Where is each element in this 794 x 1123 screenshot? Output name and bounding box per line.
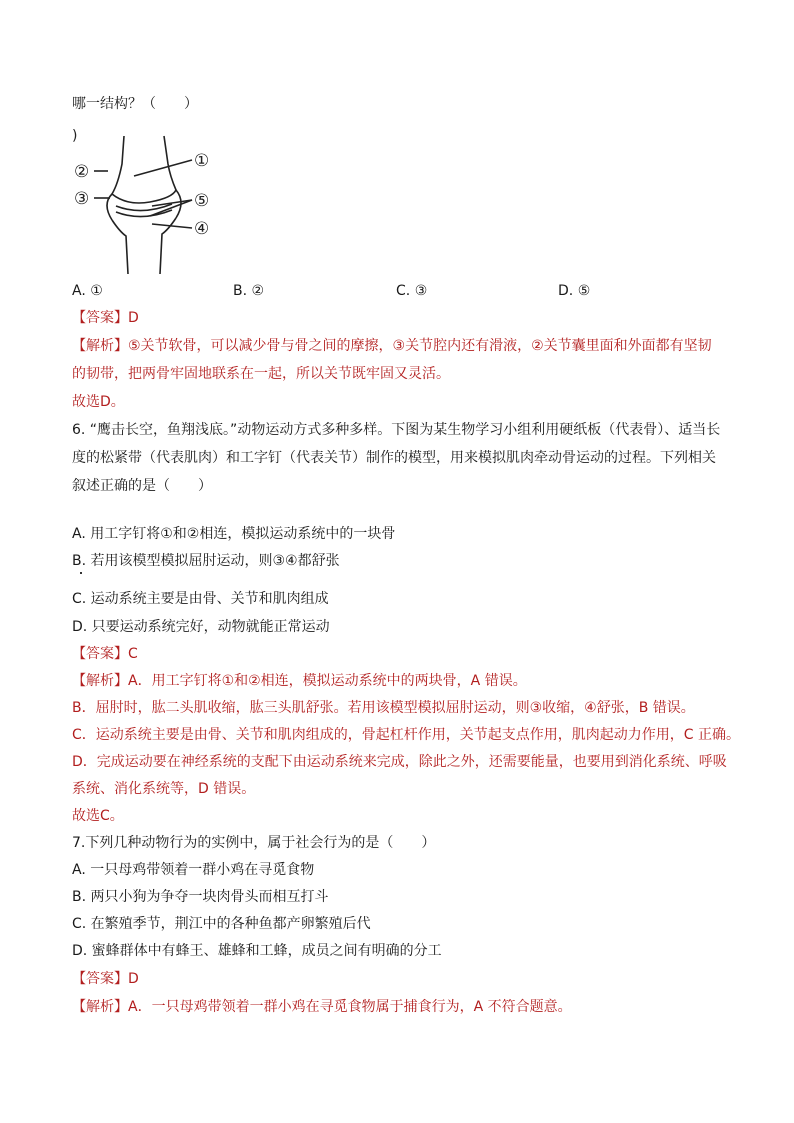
figure-label-3: ③	[74, 189, 90, 209]
q7-stem: 7.下列几种动物行为的实例中，属于社会行为的是（ ）	[72, 835, 436, 851]
q7-option-a: A. 一只母鸡带领着一群小鸡在寻觅食物	[72, 862, 315, 878]
q6-stem-line-2: 度的松紧带（代表肌肉）和工字钉（代表关节）制作的模型，用来模拟肌肉牵动骨运动的过程。下列相关	[72, 450, 716, 466]
q5-analysis-line-1: 【解析】⑤关节软骨，可以减少骨与骨之间的摩擦，③关节腔内还有滑液，②关节囊里面和外面都有坚韧	[72, 338, 712, 354]
figure-label-1: ①	[194, 151, 210, 171]
figure-label-5: ⑤	[194, 191, 210, 211]
q7-option-d: D. 蜜蜂群体中有蜂王、雄蜂和工蜂，成员之间有明确的分工	[72, 943, 442, 959]
q6-stem-line-1: 6. “鹰击长空，鱼翔浅底。”动物运动方式多种多样。下图为某生物学习小组利用硬纸板（代表骨）、适当长	[72, 422, 721, 438]
q6-conclusion: 故选C。	[72, 808, 124, 824]
q5-analysis-line-2: 的韧带，把两骨牢固地联系在一起，所以关节既牢固又灵活。	[72, 366, 450, 382]
q7-option-b: B. 两只小狗为争夺一块肉骨头而相互打斗	[72, 889, 329, 905]
q6-analysis-line-3: C．运动系统主要是由骨、关节和肌肉组成的，骨起杠杆作用，关节起支点作用，肌肉起动力作用，C 正确。	[72, 727, 740, 743]
q6-analysis-line-4: D．完成运动要在神经系统的支配下由运动系统来完成，除此之外，还需要能量，也要用到消化系统、呼吸	[72, 754, 727, 770]
figure-corner-mark: )	[72, 128, 78, 144]
q6-analysis-line-2: B．屈肘时，肱二头肌收缩，肱三头肌舒张。若用该模型模拟屈肘运动，则③收缩，④舒张，B 错误。	[72, 700, 695, 716]
q6-analysis-line-5: 系统、消化系统等，D 错误。	[72, 781, 256, 797]
q6-stem-line-3: 叙述正确的是（ ）	[72, 478, 212, 494]
stray-dot	[80, 572, 82, 574]
figure-label-4: ④	[194, 219, 210, 239]
knee-joint-diagram	[72, 124, 222, 274]
q7-answer: 【答案】D	[72, 971, 139, 987]
q5-stem-tail: 哪一结构？（ ）	[72, 96, 198, 112]
q5-option-c: C. ③	[396, 283, 428, 299]
q6-analysis-line-1: 【解析】A．用工字钉将①和②相连，模拟运动系统中的两块骨，A 错误。	[72, 673, 527, 689]
q5-option-d: D. ⑤	[558, 283, 591, 299]
figure-label-2: ②	[74, 162, 90, 182]
q5-conclusion: 故选D。	[72, 394, 125, 410]
q7-analysis-line-1: 【解析】A．一只母鸡带领着一群小鸡在寻觅食物属于捕食行为，A 不符合题意。	[72, 999, 572, 1015]
q6-answer: 【答案】C	[72, 646, 138, 662]
q6-option-b: B. 若用该模型模拟屈肘运动，则③④都舒张	[72, 553, 340, 569]
q7-option-c: C. 在繁殖季节，荆江中的各种鱼都产卵繁殖后代	[72, 916, 371, 932]
q5-option-a: A. ①	[72, 283, 103, 299]
q5-option-b: B. ②	[233, 283, 265, 299]
q6-option-a: A. 用工字钉将①和②相连，模拟运动系统中的一块骨	[72, 526, 396, 542]
q6-option-c: C. 运动系统主要是由骨、关节和肌肉组成	[72, 591, 329, 607]
q6-option-d: D. 只要运动系统完好，动物就能正常运动	[72, 619, 330, 635]
q5-answer: 【答案】D	[72, 310, 139, 326]
